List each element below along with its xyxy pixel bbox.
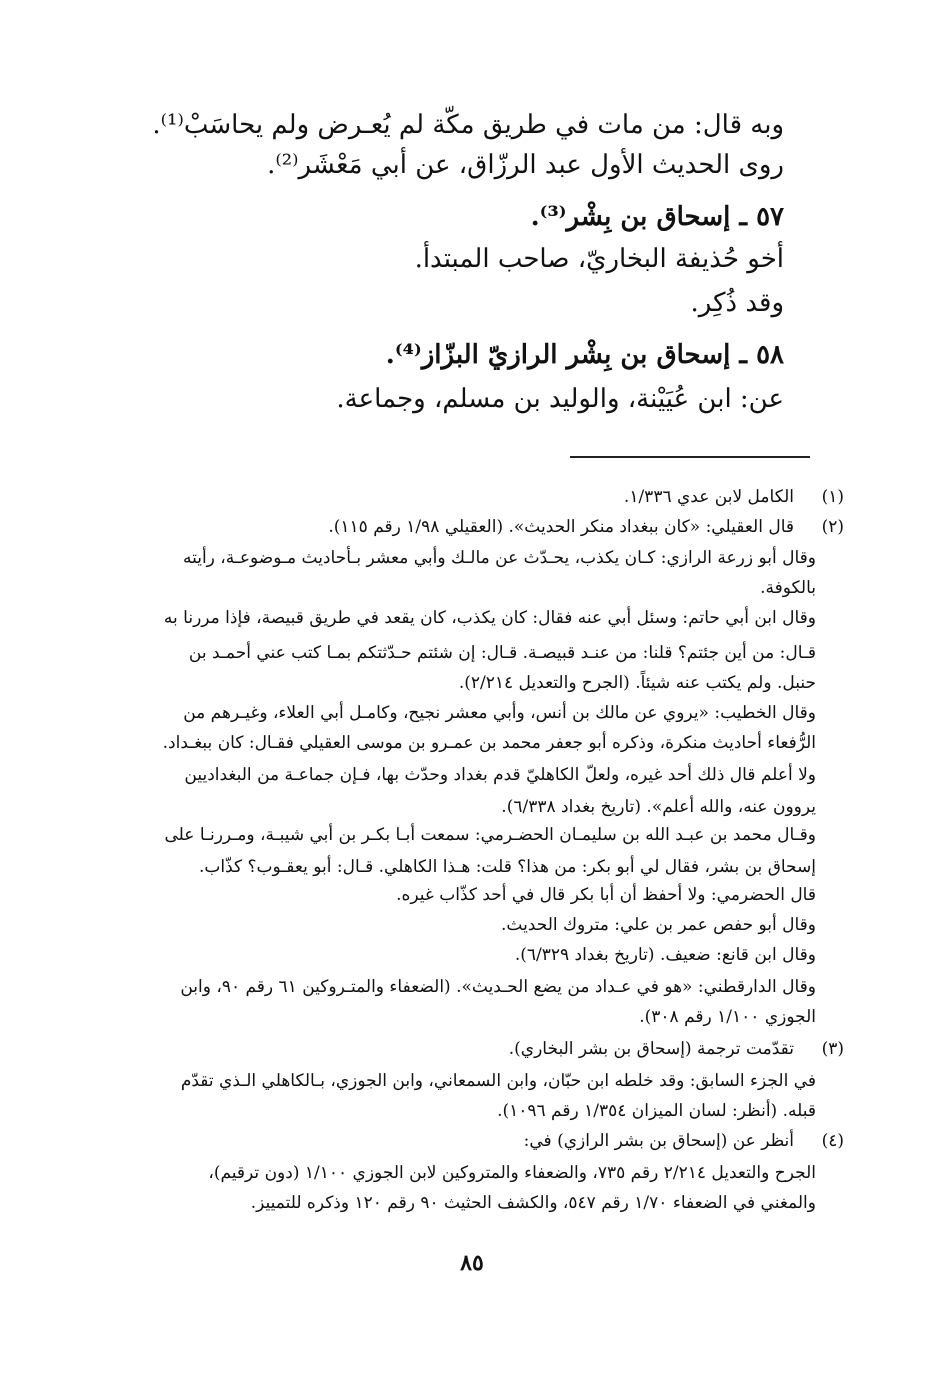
footnote-number: (٣) — [821, 1039, 844, 1059]
footnote-line: الكامل لابن عدي ١/٣٣٦. — [623, 487, 794, 507]
entry-heading-57: ٥٧ ـ إسحاق بن بِشْر⁽³⁾. — [530, 202, 784, 232]
footnote-line: حنبل. ولم يكتب عنه شيئاً. (الجرح والتعديل ٢/٢١٤). — [458, 673, 816, 693]
footnote-line: قـال: من أين جئتم؟ قلنا: من عنـد قبيصـة. قـال: إن شئتم حـدّثتكم بمـا كتب عني أحمـد بن — [188, 643, 816, 663]
footnote-line: قبله. (أنظر: لسان الميزان ١/٣٥٤ رقم ١٠٩٦). — [497, 1101, 816, 1121]
footnote-number: (٢) — [821, 517, 844, 537]
main-text-line: روى الحديث الأول عبد الرزّاق، عن أبي مَعْشَر⁽²⁾. — [267, 150, 784, 180]
footnote-line: ولا أعلم قال ذلك أحد غيره، ولعلّ الكاهليّ قدم بغداد وحدّث بها، فـإن جماعـة من البغداديين — [184, 765, 816, 785]
footnote-number: (٤) — [821, 1131, 844, 1151]
footnote-line: إسحاق بن بشر، فقال لي أبو بكر: من هذا؟ قلت: هـذا الكاهلي. قـال: أبو يعقـوب؟ كذّاب. — [198, 857, 816, 877]
footnote-line: في الجزء السابق: وقد خلطه ابن حبّان، وابن السمعاني، وابن الجوزي، بـالكاهلي الـذي تقدّم — [180, 1071, 816, 1091]
footnote-line: وقال ابن قانع: ضعيف. (تاريخ بغداد ٦/٣٢٩). — [514, 945, 816, 965]
footnote-line: الجرح والتعديل ٢/٢١٤ رقم ٧٣٥، والضعفاء والمتروكين لابن الجوزي ١/١٠٠ (دون ترقيم)، — [208, 1163, 816, 1183]
footnote-line: قال العقيلي: «كان ببغداد منكر الحديث». (العقيلي ١/٩٨ رقم ١١٥). — [328, 517, 794, 537]
footnote-line: الرُّفعاء أحاديث منكرة، وذكره أبو جعفر محمد بن عمـرو بن موسى العقيلي فقـال: كان ببغـداد. — [162, 733, 816, 753]
entry-heading-58: ٥٨ ـ إسحاق بن بِشْر الرازيّ البزّاز⁽⁴⁾. — [385, 340, 784, 370]
footnote-line: قال الحضرمي: ولا أحفظ أن أبا بكر قال في أحد كذّاب غيره. — [396, 885, 816, 905]
footnote-line: بالكوفة. — [760, 578, 816, 598]
footnote-line: أنظر عن (إسحاق بن بشر الرازي) في: — [523, 1131, 794, 1151]
footnote-line: يروون عنه، والله أعلم». (تاريخ بغداد ٦/٣٣٨). — [501, 797, 816, 817]
footnote-number: (١) — [821, 487, 844, 507]
main-text-line: وبه قال: من مات في طريق مكّة لم يُعـرض ولم يحاسَبْ⁽¹⁾. — [152, 110, 784, 140]
page-number: ٨٥ — [460, 1250, 484, 1276]
main-text-line: وقد ذُكِر. — [690, 288, 784, 318]
footnote-line: والمغني في الضعفاء ١/٧٠ رقم ٥٤٧، والكشف الحثيث ٩٠ رقم ١٢٠ وذكره للتمييز. — [250, 1193, 816, 1213]
footnote-line: الجوزي ١/١٠٠ رقم ٣٠٨). — [639, 1007, 816, 1027]
footnote-separator — [570, 456, 810, 458]
footnote-line: وقال الخطيب: «يروي عن مالك بن أنس، وأبي معشر نجيح، وكامـل أبي العلاء، وغيـرهم من — [183, 703, 816, 723]
main-text-line: عن: ابن عُيَيْنة، والوليد بن مسلم، وجماعة. — [336, 384, 784, 414]
footnote-line: وقال ابن أبي حاتم: وسئل أبي عنه فقال: كان يكذب، كان يقعد في طريق قبيصة، فإذا مررنا به — [163, 608, 816, 628]
footnote-line: وقال الدارقطني: «هو في عـداد من يضع الحـديث». (الضعفاء والمتـروكين ٦١ رقم ٩٠، وابن — [180, 977, 816, 997]
footnote-line: وقال أبو حفص عمر بن علي: متروك الحديث. — [500, 915, 816, 935]
footnote-line: وقال أبو زرعة الرازي: كـان يكذب، يحـدّث عن مالـك وأبي معشر بـأحاديث مـوضوعـة، رأيته — [182, 548, 816, 568]
main-text-line: أخو حُذيفة البخاريّ، صاحب المبتدأ. — [414, 244, 784, 274]
footnote-line: تقدّمت ترجمة (إسحاق بن بشر البخاري). — [508, 1039, 794, 1059]
footnote-line: وقـال محمد بن عبـد الله بن سليمـان الحضـرمي: سمعت أبـا بكـر بن أبي شيبـة، ومـررنـا على — [164, 825, 816, 845]
